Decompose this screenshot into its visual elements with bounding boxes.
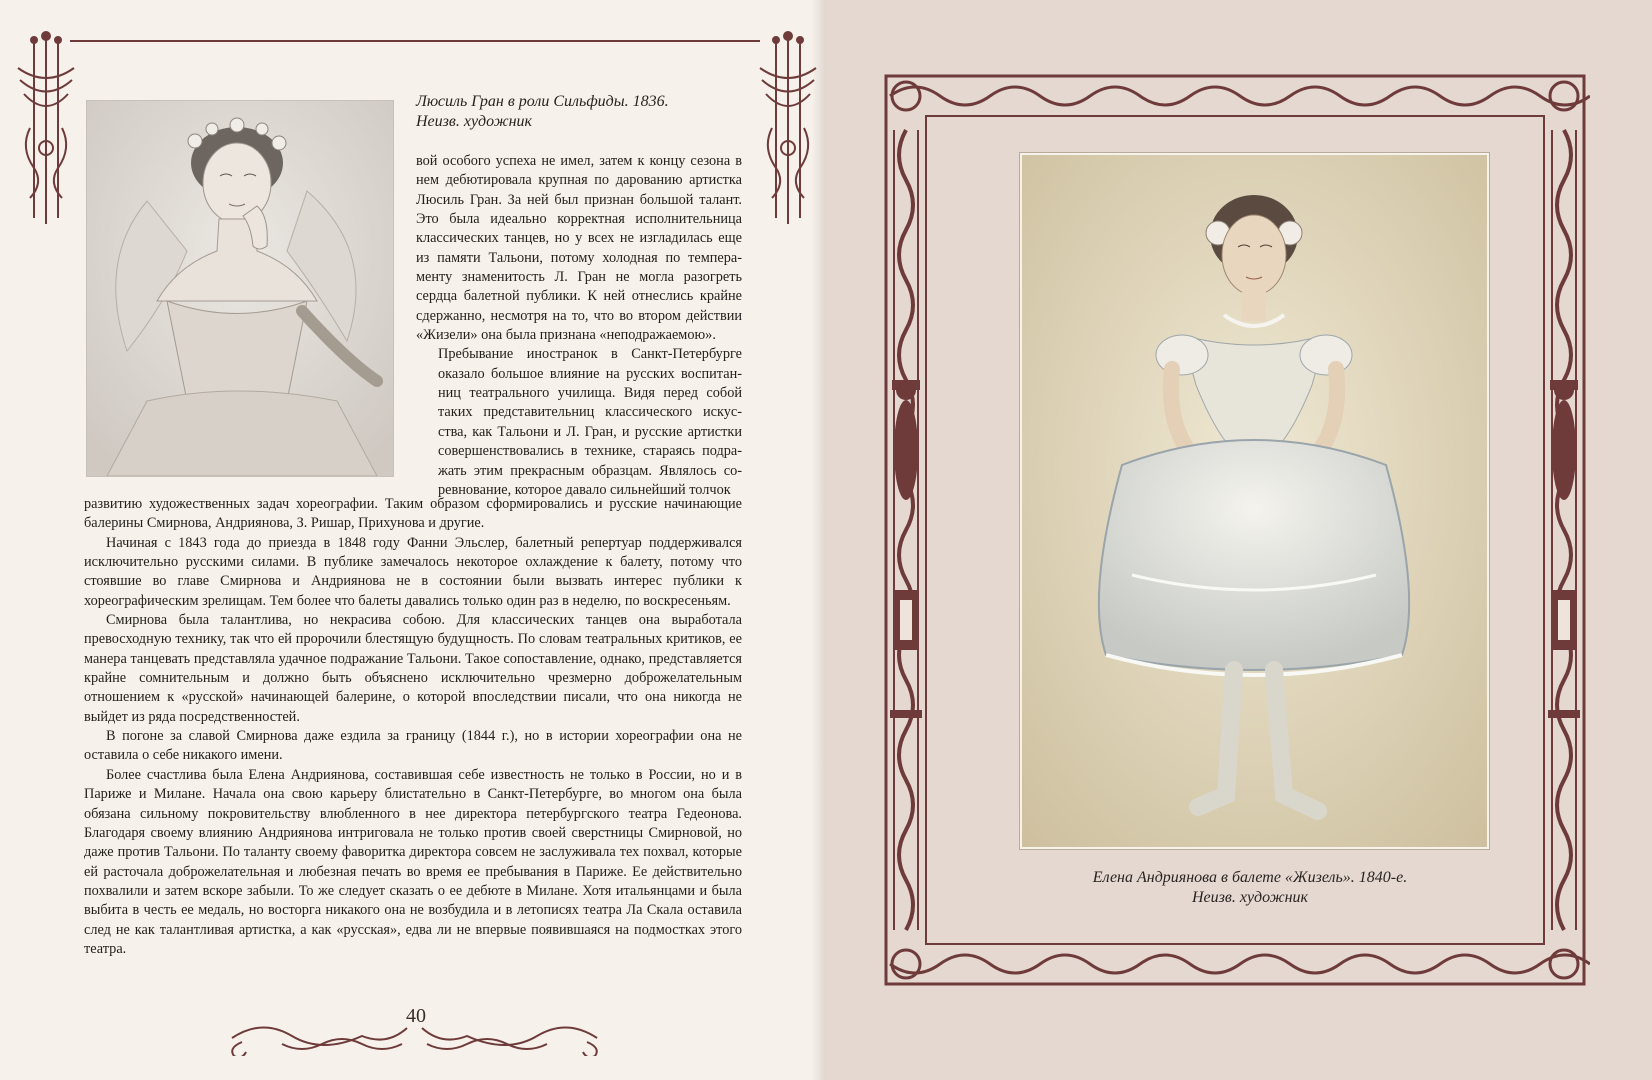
text-line: вой особого успеха не имел, затем к концу сезона в [416, 153, 742, 169]
text-line: ства, как Тальони и Л. Гран, и русские артистки [438, 423, 742, 440]
text-line: Люсиль Гран. За ней был признан большой талант. [416, 191, 742, 208]
paragraph-continued [416, 152, 742, 345]
corner-ornament-left-icon [10, 28, 82, 228]
text-line: совершенствовались в технике, стараясь подра- [438, 443, 742, 460]
page-number: 40 [406, 1005, 426, 1027]
text-line: из памяти Тальони, потому холодная по темпера- [416, 249, 742, 266]
painting-andrianova [1020, 153, 1489, 849]
portrait-engraving [86, 100, 394, 477]
paragraph: Более счастлива была Елена Андриянова, составившая себе известность не только в России, но и в Париже и Милане. Начала она свою карьеру блистательно в Санкт-Петербурге, во многом она была обязана сильному покровительству влюбленного в нее директора петербургского театра Гедеонова. Благодаря своему влиянию Андриянова интриговала не только против своей сверстницы Смирновой, но даже против Тальони. По таланту своему фаворитка директора совсем не заслуживала тех похвал, которые ей расточала доброжелательная и любезная печать во время ее пребывания в Париже. Ее действительно похвалили и затем вскоре забыли. То же следует сказать о ее дебюте в Милане. Хотя итальянцами и была выбита в честь ее медаль, но восторга никакого она не возбудила и в летописях театра Ла Скала оставила след не как талантливая артистка, а как «русская», едва ли не впервые появившаяся на подмостках этого театра. [84, 766, 742, 957]
text-line: таких представительниц классического искус- [438, 404, 742, 421]
text-line: классических танцев, но у всех не изгладилась еще [416, 230, 742, 247]
portrait-caption-artist: Неизв. художник [416, 113, 532, 130]
bottom-flourish-icon [222, 1016, 607, 1056]
text-line: Это была идеально корректная исполнительница [416, 211, 742, 228]
top-rule [70, 40, 760, 42]
text-line: нем дебютировала крупная по дарованию артистка [416, 172, 742, 189]
paragraph: Смирнова была талантлива, но некрасива собою. Для классических танцев она выработала превосходную технику, так что ей пророчили блестящую будущность. По словам театральных критиков, ее манера танцевать представляла удачное подражание Тальони. Такое сопоставление, однако, представляется крайне сомнительным и должно быть объяснено исключительно чрезмерно доброжелательным отношением к «русской» начинающей балерине, о которой впоследствии писали, что она никогда не выйдет из ряда посредственностей. [84, 612, 742, 725]
text-column-right [416, 152, 742, 500]
painting-caption-artist: Неизв. художник [1192, 889, 1308, 906]
ballerina-figure-icon [1022, 155, 1487, 847]
text-line: сдержанно, несмотря на то, что во втором действии [416, 307, 742, 324]
text-line: менту знаменитость Л. Гран не могла разогреть [416, 269, 742, 286]
text-line: «Жизели» она была признана «неподражаемою». [416, 327, 716, 344]
portrait-caption [416, 92, 746, 132]
paragraph: В погоне за славой Смирнова даже ездила за границу (1844 г.), но в истории хореографии она не оставила о себе никакого имени. [84, 728, 742, 764]
text-column-full [84, 495, 742, 959]
text-line: Пребывание иностранок в Санкт-Петербурге [438, 346, 742, 363]
portrait-caption-title: Люсиль Гран в роли Сильфиды. 1836. [416, 93, 669, 110]
painting-caption-title: Елена Андриянова в балете «Жизель». 1840-е. [1092, 869, 1408, 886]
text-line: сердца балетной публики. К ней отнеслись крайне [416, 288, 742, 305]
paragraph [416, 345, 742, 500]
text-line: жать этим прекрасным образцам. Являлось со- [438, 462, 742, 479]
portrait-sylphide-icon [87, 101, 393, 476]
paragraph-continued: развитию художественных задач хореографии. Таким образом сформировались и русские начинающие балерины Смирнова, Андриянова, З. Ришар, Прихунова и другие. [84, 496, 742, 532]
paragraph: Начиная с 1843 года до приезда в 1848 году Фанни Эльслер, балетный репертуар поддерживался исключительно русскими силами. В публике замечалось некоторое охлаждение к балету, потому что стоявшие во главе Смирнова и Андриянова не в состоянии были вызвать интерес публики к хореографическим зрелищам. Тем более что балеты давались только один раз в неделю, по воскресеньям. [84, 534, 742, 609]
text-line: ниц театрального училища. Видя перед собой [438, 385, 742, 402]
text-line: ревнование, которое давало сильнейший толчок [438, 481, 731, 498]
text-line: оказало большое влияние на русских воспитан- [438, 365, 742, 382]
painting-caption [1000, 868, 1500, 908]
